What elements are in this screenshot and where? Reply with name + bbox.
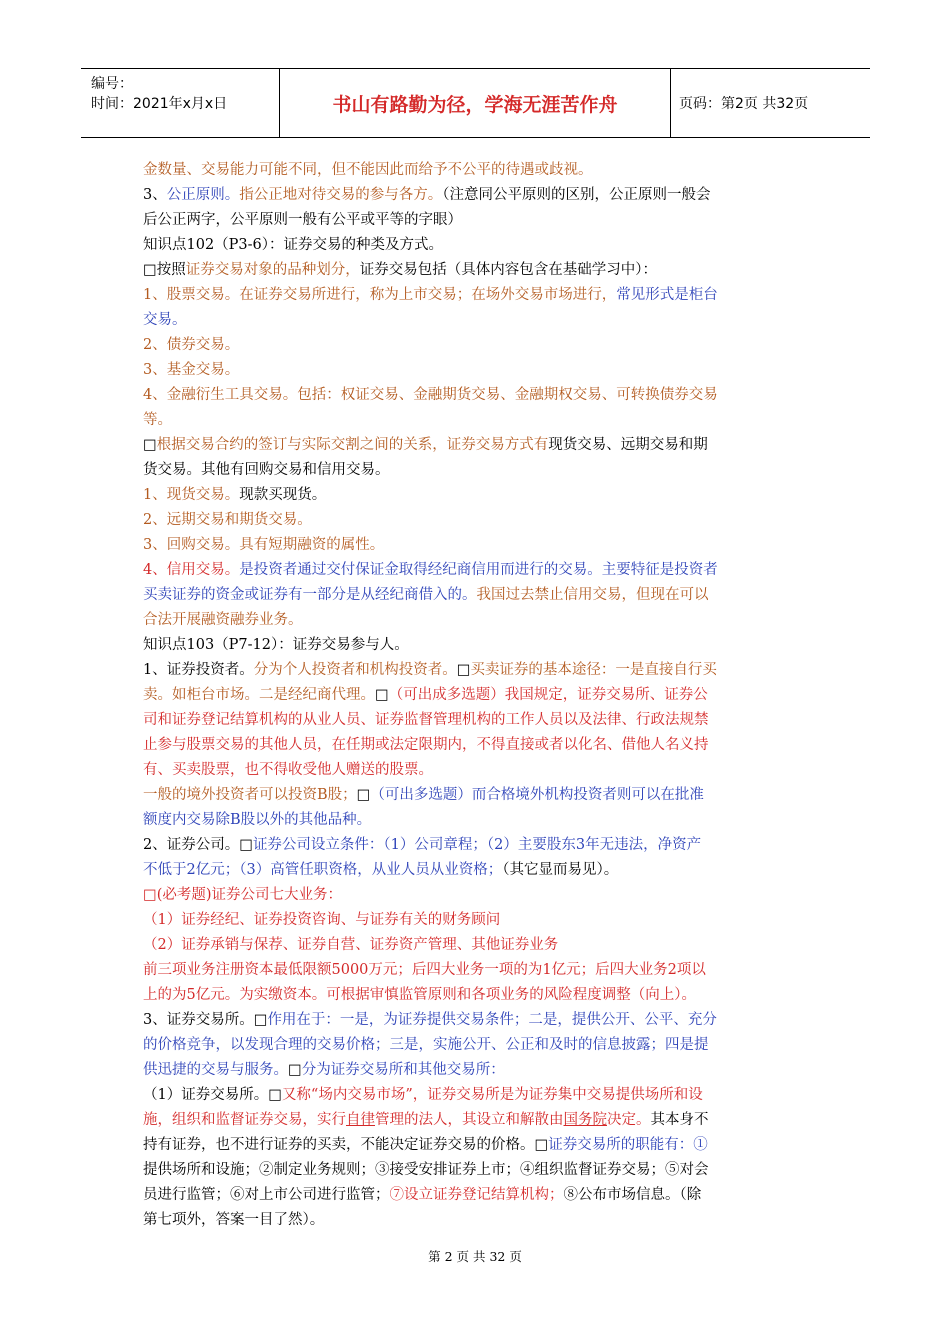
text-segment: 1、现货交易。 <box>143 487 240 503</box>
number-label: 编号： <box>91 76 133 92</box>
text-segment: 自律 <box>346 1112 375 1128</box>
text-segment: 3、 <box>143 187 167 203</box>
text-segment: 买卖证券的基本途径：一是直接自行买 <box>470 662 717 678</box>
text-segment: 第七项外，答案一目了然）。 <box>143 1212 325 1228</box>
text-line <box>143 433 808 458</box>
text-segment: 证券交易包括（具体内容包含在基础学习中）： <box>359 262 657 278</box>
text-segment: □ <box>356 787 371 803</box>
text-line <box>143 1058 808 1083</box>
text-segment: 常见形式是柜台 <box>616 287 718 303</box>
text-segment: 额度内交易除B股以外的其他品种。 <box>143 812 372 828</box>
text-segment: （1）证券经纪、证券投资咨询、与证券有关的财务顾问 <box>143 912 501 928</box>
text-line <box>143 683 808 708</box>
header-page-label: 页码：第2页 共32页 <box>679 96 809 112</box>
text-segment: 现货交易、远期交易和期 <box>548 437 708 453</box>
text-segment: 分为个人投资者和机构投资者。 <box>253 662 457 678</box>
text-segment: 施，组织和监督证券交易，实行 <box>143 1112 346 1128</box>
text-line <box>143 358 808 383</box>
text-line <box>143 258 808 283</box>
text-line <box>143 858 808 883</box>
text-line <box>143 283 808 308</box>
text-segment: 合法开展融资融券业务。 <box>143 612 303 628</box>
text-segment: （可出多选题）而合格境外机构投资者则可以在批准 <box>370 787 704 803</box>
header-info-cell <box>81 69 280 137</box>
text-line <box>143 308 808 333</box>
text-segment: 指公正地对待交易的参与各方。 <box>239 187 443 203</box>
text-segment: 证券交易对象的品种划分， <box>185 262 360 278</box>
text-line <box>143 458 808 483</box>
text-line <box>143 1183 808 1208</box>
text-segment: 我国过去禁止信用交易，但现在可以 <box>476 587 709 603</box>
text-line <box>143 183 808 208</box>
text-line <box>143 1108 808 1133</box>
text-segment: 根据交易合约的签订与实际交割之间的关系， <box>156 437 447 453</box>
text-line <box>143 908 808 933</box>
text-segment: 现款买现货。 <box>239 487 327 503</box>
text-line <box>143 758 808 783</box>
text-segment: ⑦设立证券登记结算机构； <box>389 1187 564 1203</box>
text-segment: 证券交易方式有 <box>446 437 549 453</box>
text-segment: 作用在于：一是，为证券提供交易条件；二是，提供公开、公平、充分 <box>267 1012 717 1028</box>
text-segment: 货交易。其他有回购交易和信用交易。 <box>143 462 390 478</box>
text-line <box>143 833 808 858</box>
text-segment: 卖。如柜台市场。二是经纪商代理。 <box>143 687 375 703</box>
text-segment: 决定。 <box>607 1112 651 1128</box>
text-segment: 司和证券登记结算机构的从业人员、证券监督管理机构的工作人员以及法律、行政法规禁 <box>143 712 709 728</box>
text-line <box>143 558 808 583</box>
time-label: 时间：2021年x月x日 <box>91 96 228 112</box>
text-segment: 后公正两字，公平原则一般有公平或平等的字眼） <box>143 212 462 228</box>
text-line <box>143 658 808 683</box>
text-segment: 3、证券交易所。□ <box>143 1012 268 1028</box>
text-line <box>143 208 808 233</box>
text-line <box>143 983 808 1008</box>
text-line <box>143 883 808 908</box>
text-segment: □ <box>534 1137 549 1153</box>
text-segment: ⑧公布市场信息。（除 <box>563 1187 702 1203</box>
text-segment: 1、股票交易。在证券交易所进行，称为上市交易；在场外交易市场进行， <box>143 287 617 303</box>
text-segment: 是投资者通过交付保证金取得经纪商信用而进行的交易。主要特征是投资者 <box>239 562 718 578</box>
text-line <box>143 1208 808 1233</box>
text-segment: 知识点103（P7-12）：证券交易参与人。 <box>143 637 409 653</box>
text-segment: 知识点102（P3-6）：证券交易的种类及方式。 <box>143 237 444 253</box>
text-segment: （1）证券交易所。□ <box>143 1087 282 1103</box>
text-segment: 上的为5亿元。为实缴资本。可根据审慎监管原则和各项业务的风险程度调整（向上）。 <box>143 987 696 1003</box>
text-line <box>143 958 808 983</box>
text-segment: 有、买卖股票，也不得收受他人赠送的股票。 <box>143 762 433 778</box>
text-line <box>143 1008 808 1033</box>
text-segment: 一般的境外投资者可以投资B股； <box>143 787 357 803</box>
text-segment: 证券公司设立条件：（1）公司章程；（2）主要股东3年无违法，净资产 <box>252 837 702 853</box>
text-segment: 2、远期交易和期货交易。 <box>143 512 312 528</box>
page-footer: 第 2 页 共 32 页 <box>428 1249 522 1264</box>
text-segment: □ <box>456 662 471 678</box>
text-segment: 2、证券公司。□ <box>143 837 253 853</box>
text-segment: 3、回购交易。具有短期融资的属性。 <box>143 537 385 553</box>
text-segment: 又称“场内交易市场”，证券交易所是为证券集中交易提供场所和设 <box>281 1087 703 1103</box>
text-segment: 供迅捷的交易与服务。 <box>143 1062 288 1078</box>
text-segment: □ <box>143 437 157 453</box>
text-line <box>143 408 808 433</box>
text-segment: 管理的法人，其设立和解散由 <box>375 1112 564 1128</box>
text-segment: 交易。 <box>143 312 187 328</box>
text-line <box>143 383 808 408</box>
header-motto: 书山有路勤为径，学海无涯苦作舟 <box>280 69 671 137</box>
text-segment: 的价格竞争，以发现合理的交易价格；三是，实施公开、公正和及时的信息披露；四是提 <box>143 1037 709 1053</box>
text-segment: 公正原则。 <box>166 187 240 203</box>
text-segment: 4、金融衍生工具交易。包括：权证交易、金融期货交易、金融期权交易、可转换债券交易 <box>143 387 718 403</box>
text-segment: □按照 <box>143 262 186 278</box>
text-line <box>143 583 808 608</box>
text-line <box>143 158 808 183</box>
text-segment: 3、基金交易。 <box>143 362 240 378</box>
text-segment: □ <box>288 1062 302 1078</box>
text-segment: 金数量、交易能力可能不同，但不能因此而给予不公平的待遇或歧视。 <box>143 162 593 178</box>
text-line <box>143 608 808 633</box>
text-segment: 买卖证券的资金或证券有一部分是从经纪商借入的。 <box>143 587 477 603</box>
text-segment: 分为证券交易所和其他交易所： <box>301 1062 505 1078</box>
text-segment: （其它显而易见）。 <box>502 862 619 878</box>
page-header-table <box>81 68 870 138</box>
text-segment: 等。 <box>143 412 172 428</box>
text-line <box>143 708 808 733</box>
text-line <box>143 533 808 558</box>
text-line <box>143 783 808 808</box>
text-segment: 提供场所和设施；②制定业务规则；③接受安排证券上市；④组织监督证券交易；⑤对会 <box>143 1162 709 1178</box>
text-segment: 4、信用交易。 <box>143 562 240 578</box>
text-segment: 前三项业务注册资本最低限额5000万元；后四大业务一项的为1亿元；后四大业务2项以 <box>143 962 706 978</box>
text-line <box>143 508 808 533</box>
text-line <box>143 1133 808 1158</box>
text-segment: 其本身不 <box>650 1112 709 1128</box>
text-segment: （注意同公平原则的区别，公正原则一般会 <box>442 187 711 203</box>
text-line <box>143 1083 808 1108</box>
text-segment: 国务院 <box>563 1112 607 1128</box>
text-segment: 2、债券交易。 <box>143 337 240 353</box>
text-line <box>143 1158 808 1183</box>
text-segment: 持有证券，也不进行证券的买卖，不能决定证券交易的价格。 <box>143 1137 535 1153</box>
text-segment: 员进行监管；⑥对上市公司进行监管； <box>143 1187 390 1203</box>
text-line <box>143 633 808 658</box>
text-line <box>143 333 808 358</box>
text-segment: （可出成多选题）我国规定，证券交易所、证券公 <box>388 687 708 703</box>
text-line <box>143 483 808 508</box>
text-line <box>143 233 808 258</box>
text-segment: □(必考题)证券公司七大业务： <box>143 887 343 903</box>
text-line <box>143 933 808 958</box>
text-segment: 止参与股票交易的其他人员，在任期或法定限期内，不得直接或者以化名、借他人名义持 <box>143 737 709 753</box>
text-segment: 1、证券投资者。 <box>143 662 254 678</box>
text-segment: （2）证券承销与保荐、证券自营、证券资产管理、其他证券业务 <box>143 937 559 953</box>
text-line <box>143 733 808 758</box>
text-segment: 不低于2亿元；（3）高管任职资格，从业人员从业资格； <box>143 862 503 878</box>
text-line <box>143 1033 808 1058</box>
document-body <box>143 158 808 1233</box>
text-segment: □ <box>375 687 389 703</box>
text-line <box>143 808 808 833</box>
text-segment: 证券交易所的职能有：① <box>548 1137 708 1153</box>
